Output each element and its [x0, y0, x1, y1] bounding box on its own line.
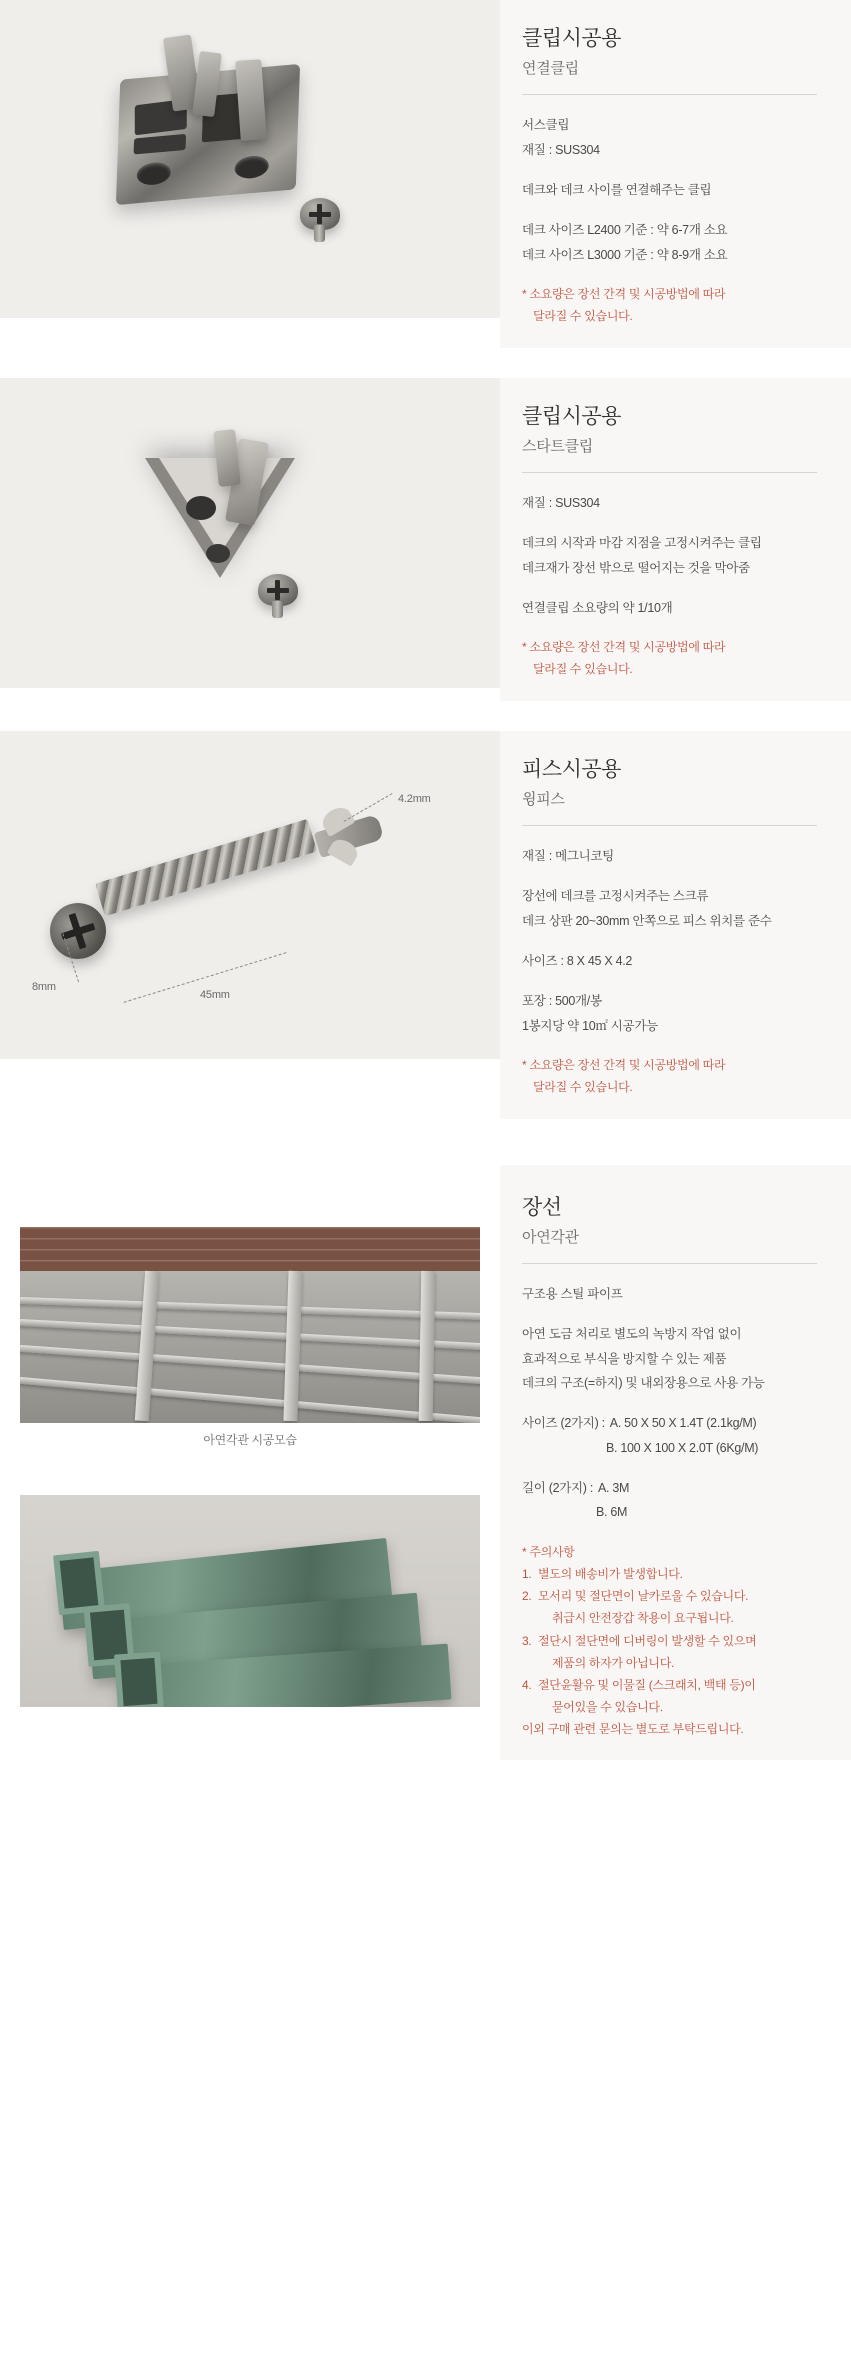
joist-cross — [419, 1270, 436, 1420]
section-subtitle: 아연각관 — [522, 1228, 579, 1246]
spec-line: 구조용 스틸 파이프 — [522, 1286, 623, 1301]
screw-graphic — [258, 574, 304, 618]
section-wing-screw — [0, 731, 851, 1119]
spec-line: 데크 사이즈 L2400 기준 : 약 6-7개 소요 — [522, 223, 728, 238]
photo-caption: 아연각관 시공모습 — [203, 1432, 297, 1447]
spec-block-material — [522, 113, 817, 162]
caution-item — [522, 1674, 817, 1696]
section-joist — [0, 1165, 851, 1761]
section-subtitle: 윙피스 — [522, 790, 565, 808]
spec-block-material — [522, 844, 817, 868]
start-clip-wing — [213, 429, 241, 487]
caution-subtext: 제품의 하자가 아닙니다. — [552, 1655, 675, 1670]
dimension-label-tip: 4.2mm — [398, 792, 431, 805]
spec-line: 데크와 데크 사이를 연결해주는 클립 — [522, 183, 712, 197]
length-value-b: B. 6M — [596, 1505, 628, 1520]
spec-line: 데크 상판 20~30mm 안쪽으로 피스 위치를 준수 — [522, 913, 772, 928]
spec-line: 포장 : 500개/봉 — [522, 994, 602, 1009]
spec-block-description — [522, 178, 817, 202]
caution-subtext: 취급시 안전장갑 착용이 요구됩니다. — [552, 1611, 734, 1626]
caution-text: 절단시 절단면에 디버링이 발생할 수 있으며 — [538, 1633, 757, 1648]
spec-block-length — [522, 1476, 817, 1525]
screw-thread-shaft — [95, 818, 317, 915]
section-connector-clip — [0, 0, 851, 348]
size-label: 사이즈 (2가지) : — [522, 1416, 605, 1431]
caution-text: 별도의 배송비가 발생합니다. — [538, 1566, 683, 1581]
product-image-wing-screw — [0, 731, 500, 1059]
note-text — [522, 636, 817, 680]
caution-title: * 주의사항 — [522, 1544, 575, 1559]
spec-line: 데크의 시작과 마감 지점을 고정시켜주는 클립 — [522, 536, 762, 551]
note-line-indent: 달라질 수 있습니다. — [533, 309, 633, 324]
screw-shaft — [314, 225, 325, 242]
spec-line: 1봉지당 약 10㎡ 시공가능 — [522, 1018, 658, 1033]
spec-block-packaging — [522, 989, 817, 1038]
note-line: * 소요량은 장선 간격 및 시공방법에 따라 — [522, 640, 726, 655]
section-title: 피스시공용 — [522, 757, 621, 781]
screw-shaft — [272, 601, 283, 618]
caution-item — [522, 1630, 817, 1652]
note-line: * 소요량은 장선 간격 및 시공방법에 따라 — [522, 287, 726, 302]
caution-text: 절단윤활유 및 이물질 (스크래치, 백태 등)이 — [538, 1677, 756, 1692]
size-value-a: A. 50 X 50 X 1.4T (2.1kg/M) — [609, 1416, 757, 1431]
note-text — [522, 1054, 817, 1098]
section-text-start-clip — [500, 378, 851, 701]
section-gap — [0, 348, 851, 378]
note-line-indent: 달라질 수 있습니다. — [533, 662, 633, 677]
caution-number: 4. — [522, 1677, 532, 1692]
divider — [522, 825, 817, 826]
size-row — [522, 1411, 817, 1435]
size-value-b: B. 100 X 100 X 2.0T (6Kg/M) — [606, 1440, 759, 1455]
spec-block-usage — [522, 596, 817, 620]
spec-line: 재질 : 메그니코팅 — [522, 848, 614, 863]
spec-line: 아연 도금 처리로 별도의 녹방지 작업 없이 — [522, 1327, 742, 1342]
length-row — [522, 1476, 817, 1500]
spec-line: 효과적으로 부식을 방지할 수 있는 제품 — [522, 1351, 727, 1366]
spec-block-lead — [522, 1282, 817, 1306]
spec-line: 데크의 구조(=하지) 및 내외장용으로 사용 가능 — [522, 1375, 765, 1390]
start-clip-hole — [206, 544, 230, 563]
caution-text: 모서리 및 절단면이 날카로울 수 있습니다. — [538, 1589, 749, 1604]
caution-subtext: 묻어있을 수 있습니다. — [552, 1700, 663, 1715]
closing-text: 이외 구매 관련 문의는 별도로 부탁드립니다. — [522, 1722, 744, 1737]
product-image-joist — [0, 1165, 500, 1721]
section-text-joist — [500, 1165, 851, 1761]
section-text-connector-clip — [500, 0, 851, 348]
caution-number: 1. — [522, 1566, 532, 1581]
spec-block-description — [522, 884, 817, 933]
caution-item — [522, 1585, 817, 1607]
spec-line: 데크재가 장선 밖으로 떨어지는 것을 막아줌 — [522, 560, 750, 575]
section-subtitle: 연결클립 — [522, 60, 579, 78]
note-text — [522, 283, 817, 327]
divider — [522, 94, 817, 95]
section-gap-large — [0, 1119, 851, 1165]
spec-line: 재질 : SUS304 — [522, 495, 600, 510]
section-title: 클립시공용 — [522, 404, 621, 428]
note-line: * 소요량은 장선 간격 및 시공방법에 따라 — [522, 1058, 726, 1073]
section-gap — [0, 701, 851, 731]
spec-block-description — [522, 1322, 817, 1395]
clip-tab — [235, 59, 267, 141]
caution-block — [522, 1541, 817, 1741]
length-value-a: A. 3M — [598, 1481, 630, 1495]
spec-line: 사이즈 : 8 X 45 X 4.2 — [522, 954, 633, 968]
screw-cross — [267, 588, 289, 593]
note-line-indent: 달라질 수 있습니다. — [533, 1080, 633, 1095]
clip-hole — [234, 155, 269, 180]
product-image-start-clip — [0, 378, 500, 688]
clip-slot — [134, 134, 187, 155]
divider — [522, 1263, 817, 1264]
spec-block-material — [522, 491, 817, 515]
divider — [522, 472, 817, 473]
caution-number: 2. — [522, 1589, 532, 1604]
spec-block-size — [522, 949, 817, 973]
product-photo-pipes — [20, 1495, 480, 1707]
spec-block-size — [522, 1411, 817, 1460]
brick-wall — [20, 1227, 480, 1271]
product-image-connector-clip — [0, 0, 500, 318]
spec-line: 재질 : SUS304 — [522, 142, 600, 157]
screw-graphic — [300, 198, 346, 242]
clip-hole — [136, 161, 171, 186]
section-title: 클립시공용 — [522, 27, 621, 50]
section-start-clip — [0, 378, 851, 701]
length-label: 길이 (2가지) : — [522, 1481, 593, 1495]
caution-number: 3. — [522, 1633, 532, 1648]
spec-line: 데크 사이즈 L3000 기준 : 약 8-9개 소요 — [522, 247, 728, 262]
pipe-opening — [114, 1651, 164, 1707]
spec-line: 서스클립 — [522, 118, 570, 133]
section-subtitle: 스타트클립 — [522, 437, 593, 455]
section-text-wing-screw — [500, 731, 851, 1119]
section-title: 장선 — [522, 1195, 562, 1219]
spec-block-usage — [522, 218, 817, 267]
spec-line: 연결클립 소요량의 약 1/10개 — [522, 600, 673, 615]
dimension-label-head: 8mm — [32, 980, 56, 993]
installation-photo — [20, 1227, 480, 1423]
spec-block-description — [522, 531, 817, 580]
start-clip-hole — [186, 496, 216, 520]
spec-line: 장선에 데크를 고정시켜주는 스크류 — [522, 889, 709, 904]
dimension-label-length: 45mm — [200, 988, 230, 1001]
caution-item — [522, 1563, 817, 1585]
screw-cross — [309, 212, 331, 217]
